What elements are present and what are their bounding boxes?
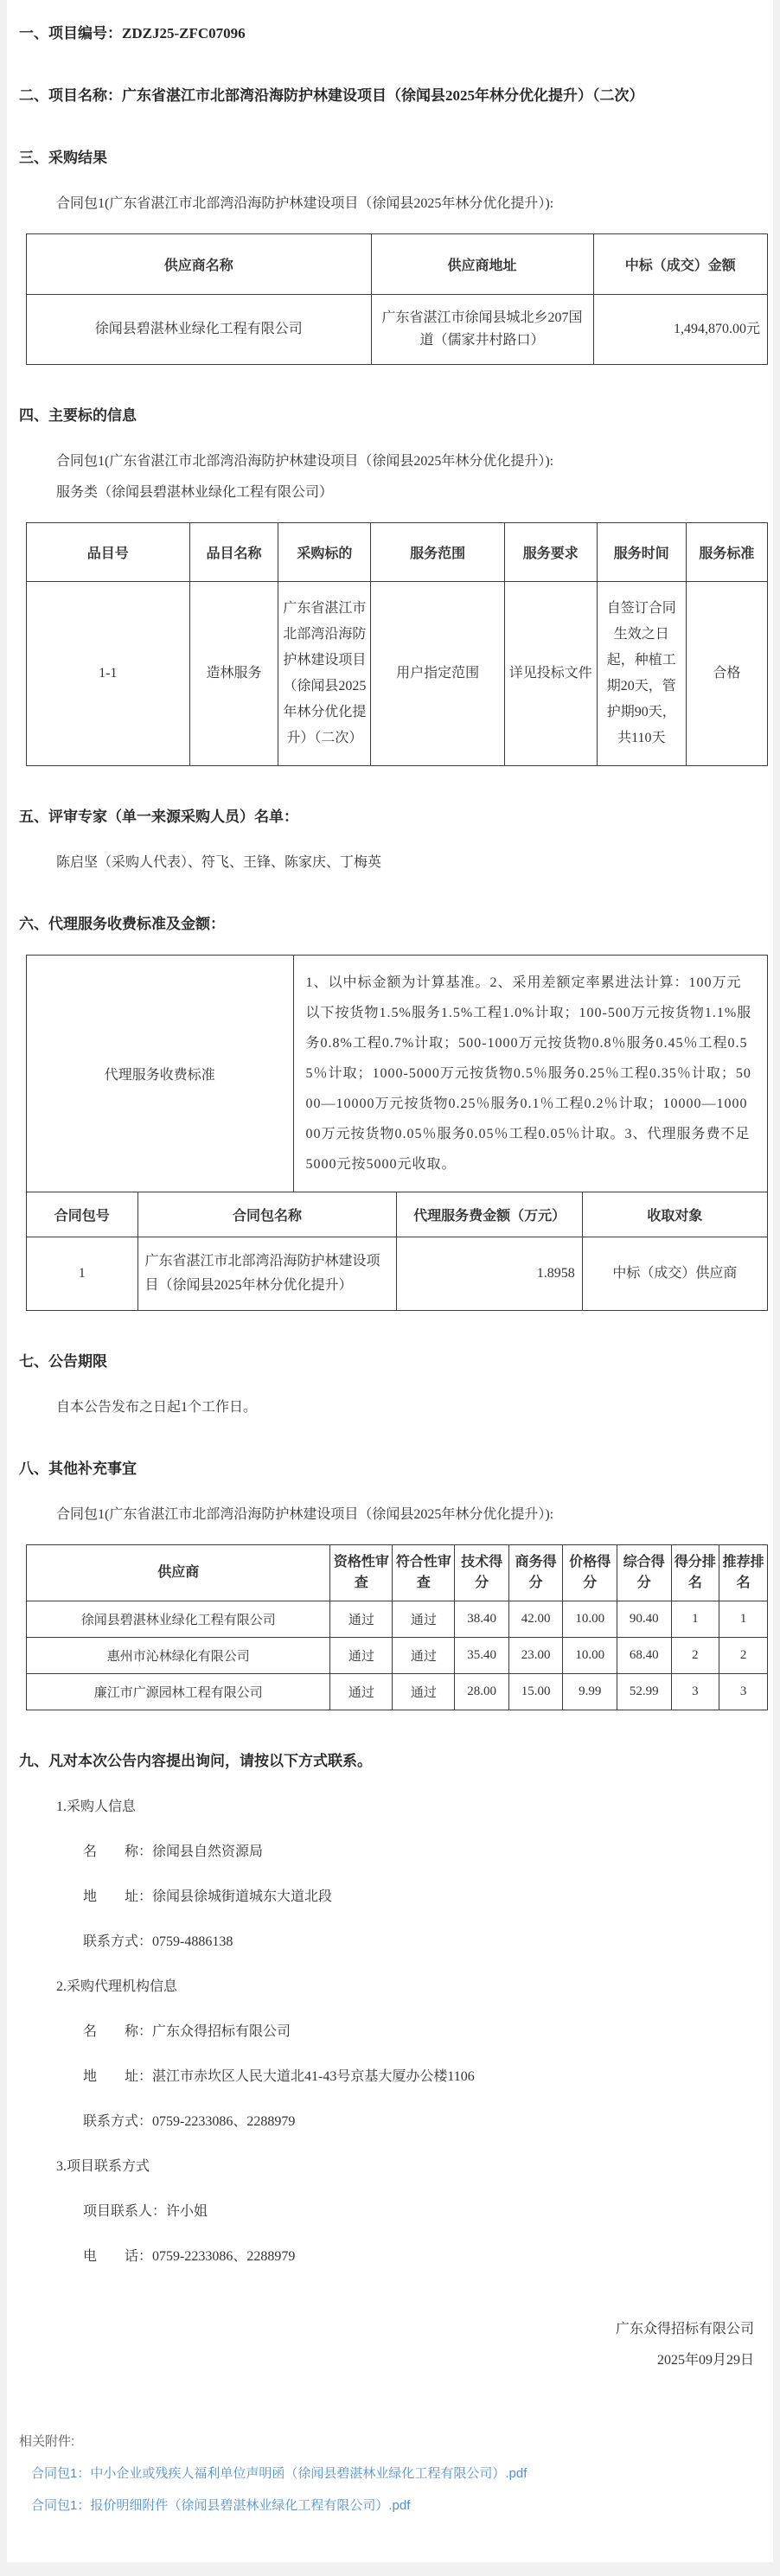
column-header: 代理服务费金额（万元） bbox=[397, 1192, 582, 1237]
table-row bbox=[27, 582, 768, 766]
score-rank-cell: 2 bbox=[671, 1638, 719, 1674]
section-4-category-line: 服务类（徐闻县碧湛林业绿化工程有限公司） bbox=[56, 485, 334, 500]
column-header: 供应商地址 bbox=[371, 234, 593, 295]
column-header: 品目号 bbox=[27, 523, 190, 582]
agency-name: 名 称：广东众得招标有限公司 bbox=[83, 2024, 291, 2039]
fee-standard-text-cell: 1、以中标金额为计算基准。2、采用差额定率累进法计算：100万元以下按货物1.5%服务1.5%工程1.0%计取；100-500万元按货物1.1%服务0.8%工程0.7%计取；500-1000万元按货物0.8％服务0.45％工程0.55％计取；1000-5000万元按货物0.5％服务0.25％工程0.35％计取；5000—10000万元按货物0.25％服务0.1％工程0.2％计取；10000—100000万元按货物0.05％服务0.05％工程0.05％计取。3、代理服务费不足5000元按5000元收取。 bbox=[293, 956, 767, 1192]
section-8-heading: 八、其他补充事宜 bbox=[19, 1461, 137, 1477]
conformity-cell: 通过 bbox=[393, 1601, 455, 1638]
column-header: 服务要求 bbox=[504, 523, 597, 582]
tech-score-cell: 35.40 bbox=[455, 1638, 509, 1674]
section-6-heading: 六、代理服务收费标准及金额： bbox=[19, 916, 225, 932]
business-score-cell: 15.00 bbox=[508, 1674, 563, 1710]
table-row bbox=[27, 1638, 768, 1674]
section-3-package-line: 合同包1(广东省湛江市北部湾沿海防护林建设项目（徐闻县2025年林分优化提升）): bbox=[56, 196, 554, 211]
business-score-cell: 23.00 bbox=[508, 1638, 563, 1674]
tech-score-cell: 28.00 bbox=[455, 1674, 509, 1710]
announcement-document bbox=[7, 0, 773, 2562]
service-time-cell: 自签订合同生效之日起，种植工期20天，管护期90天，共110天 bbox=[597, 582, 686, 766]
signature-block bbox=[7, 2314, 754, 2376]
column-header: 技术得分 bbox=[455, 1545, 509, 1601]
section-5-heading: 五、评审专家（单一来源采购人员）名单： bbox=[19, 809, 298, 825]
project-contact-title: 3.项目联系方式 bbox=[56, 2159, 150, 2174]
score-table bbox=[26, 1544, 768, 1710]
section-7-heading: 七、公告期限 bbox=[19, 1353, 107, 1370]
recommend-rank-cell: 3 bbox=[719, 1674, 768, 1710]
column-header: 采购标的 bbox=[278, 523, 371, 582]
attachment-link-quotation-pdf[interactable]: 合同包1：报价明细附件（徐闻县碧湛林业绿化工程有限公司）.pdf bbox=[31, 2498, 411, 2513]
purchaser-contact: 联系方式：0759-4886138 bbox=[83, 1934, 233, 1949]
purchaser-name: 名 称：徐闻县自然资源局 bbox=[83, 1844, 264, 1859]
column-header: 收取对象 bbox=[582, 1192, 767, 1237]
fee-amount-table bbox=[26, 1192, 768, 1311]
score-rank-cell: 3 bbox=[671, 1674, 719, 1710]
attachment-link-declaration-pdf[interactable]: 合同包1：中小企业或残疾人福利单位声明函（徐闻县碧湛林业绿化工程有限公司）.pdf bbox=[31, 2466, 527, 2481]
project-contact-phone: 电 话：0759-2233086、2288979 bbox=[83, 2249, 296, 2264]
total-score-cell: 68.40 bbox=[617, 1638, 672, 1674]
column-header: 商务得分 bbox=[508, 1545, 563, 1601]
column-header: 推荐排名 bbox=[719, 1545, 768, 1601]
column-header: 资格性审查 bbox=[330, 1545, 393, 1601]
announcement-period-text: 自本公告发布之日起1个工作日。 bbox=[56, 1400, 258, 1415]
attachments-section bbox=[19, 2432, 761, 2514]
project-contact-person: 项目联系人：许小姐 bbox=[83, 2204, 208, 2219]
column-header: 供应商 bbox=[27, 1545, 330, 1601]
result-table bbox=[26, 233, 768, 365]
score-rank-cell: 1 bbox=[671, 1601, 719, 1638]
supplier-cell: 徐闻县碧湛林业绿化工程有限公司 bbox=[27, 1601, 330, 1638]
subject-table bbox=[26, 522, 768, 766]
price-score-cell: 9.99 bbox=[563, 1674, 617, 1710]
supplier-address-cell: 广东省湛江市徐闻县城北乡207国道（儒家井村路口） bbox=[371, 295, 593, 365]
column-header: 供应商名称 bbox=[27, 234, 372, 295]
item-name-cell: 造林服务 bbox=[189, 582, 278, 766]
package-no-cell: 1 bbox=[27, 1237, 138, 1311]
fee-payer-cell: 中标（成交）供应商 bbox=[582, 1237, 767, 1311]
service-requirement-cell: 详见投标文件 bbox=[504, 582, 597, 766]
supplier-cell: 惠州市沁林绿化有限公司 bbox=[27, 1638, 330, 1674]
signature-company: 广东众得招标有限公司 bbox=[615, 2322, 754, 2336]
experts-list: 陈启坚（采购人代表）、符飞、王锋、陈家庆、丁梅英 bbox=[56, 855, 382, 870]
column-header: 合同包名称 bbox=[137, 1192, 397, 1237]
qualification-cell: 通过 bbox=[330, 1601, 393, 1638]
column-header: 服务范围 bbox=[371, 523, 504, 582]
total-score-cell: 52.99 bbox=[617, 1674, 672, 1710]
award-amount-cell: 1,494,870.00元 bbox=[593, 295, 767, 365]
agency-info-title: 2.采购代理机构信息 bbox=[56, 1979, 178, 1994]
fee-standard-table bbox=[26, 955, 768, 1192]
price-score-cell: 10.00 bbox=[563, 1638, 617, 1674]
table-header-row bbox=[27, 234, 768, 295]
conformity-cell: 通过 bbox=[393, 1638, 455, 1674]
column-header: 综合得分 bbox=[617, 1545, 672, 1601]
fee-standard-label-cell: 代理服务收费标准 bbox=[27, 956, 294, 1192]
qualification-cell: 通过 bbox=[330, 1674, 393, 1710]
section-2-heading: 二、项目名称：广东省湛江市北部湾沿海防护林建设项目（徐闻县2025年林分优化提升）（二次） bbox=[19, 87, 644, 104]
column-header: 合同包号 bbox=[27, 1192, 138, 1237]
section-1-heading: 一、项目编号：ZDZJ25-ZFC07096 bbox=[19, 25, 246, 42]
fee-amount-cell: 1.8958 bbox=[397, 1237, 582, 1311]
procurement-subject-cell: 广东省湛江市北部湾沿海防护林建设项目（徐闻县2025年林分优化提升）（二次） bbox=[278, 582, 371, 766]
agency-contact: 联系方式：0759-2233086、2288979 bbox=[83, 2114, 296, 2129]
item-no-cell: 1-1 bbox=[27, 582, 190, 766]
column-header: 中标（成交）金额 bbox=[593, 234, 767, 295]
recommend-rank-cell: 1 bbox=[719, 1601, 768, 1638]
column-header: 品目名称 bbox=[189, 523, 278, 582]
table-row bbox=[27, 295, 768, 365]
purchaser-info-title: 1.采购人信息 bbox=[56, 1799, 137, 1814]
recommend-rank-cell: 2 bbox=[719, 1638, 768, 1674]
package-name-cell: 广东省湛江市北部湾沿海防护林建设项目（徐闻县2025年林分优化提升） bbox=[137, 1237, 397, 1311]
section-3-heading: 三、采购结果 bbox=[19, 150, 107, 166]
business-score-cell: 42.00 bbox=[508, 1601, 563, 1638]
purchaser-address: 地 址：徐闻县徐城街道城东大道北段 bbox=[83, 1889, 333, 1904]
table-row bbox=[27, 1237, 768, 1311]
section-9-heading: 九、凡对本次公告内容提出询问，请按以下方式联系。 bbox=[19, 1753, 372, 1769]
column-header: 得分排名 bbox=[671, 1545, 719, 1601]
table-row bbox=[27, 956, 768, 1192]
section-8-package-line: 合同包1(广东省湛江市北部湾沿海防护林建设项目（徐闻县2025年林分优化提升）): bbox=[56, 1507, 554, 1522]
service-standard-cell: 合格 bbox=[686, 582, 767, 766]
supplier-cell: 廉江市广源园林工程有限公司 bbox=[27, 1674, 330, 1710]
section-4-heading: 四、主要标的信息 bbox=[19, 407, 137, 424]
supplier-name-cell: 徐闻县碧湛林业绿化工程有限公司 bbox=[27, 295, 372, 365]
table-header-row bbox=[27, 523, 768, 582]
agency-address: 地 址：湛江市赤坎区人民大道北41-43号京基大厦办公楼1106 bbox=[83, 2069, 475, 2084]
section-4-package-line: 合同包1(广东省湛江市北部湾沿海防护林建设项目（徐闻县2025年林分优化提升）): bbox=[56, 454, 554, 469]
column-header: 符合性审查 bbox=[393, 1545, 455, 1601]
qualification-cell: 通过 bbox=[330, 1638, 393, 1674]
tech-score-cell: 38.40 bbox=[455, 1601, 509, 1638]
total-score-cell: 90.40 bbox=[617, 1601, 672, 1638]
table-row bbox=[27, 1601, 768, 1638]
price-score-cell: 10.00 bbox=[563, 1601, 617, 1638]
table-row bbox=[27, 1674, 768, 1710]
table-header-row bbox=[27, 1192, 768, 1237]
column-header: 服务标准 bbox=[686, 523, 767, 582]
attachments-title: 相关附件: bbox=[19, 2434, 75, 2449]
column-header: 服务时间 bbox=[597, 523, 686, 582]
signature-date: 2025年09月29日 bbox=[656, 2353, 754, 2368]
service-scope-cell: 用户指定范围 bbox=[371, 582, 504, 766]
table-header-row bbox=[27, 1545, 768, 1601]
column-header: 价格得分 bbox=[563, 1545, 617, 1601]
conformity-cell: 通过 bbox=[393, 1674, 455, 1710]
